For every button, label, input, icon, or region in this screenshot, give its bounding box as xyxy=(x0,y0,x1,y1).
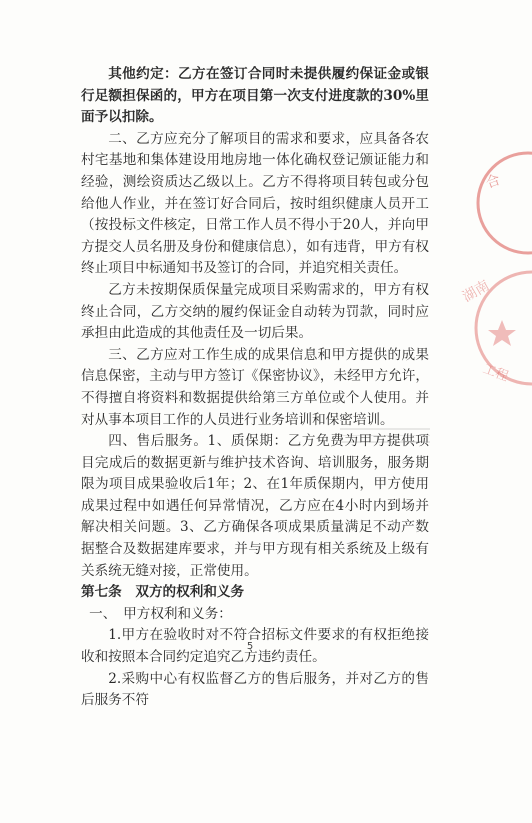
contract-body xyxy=(81,64,429,712)
confidentiality-paragraph: 三、乙方应对工作生成的成果信息和甲方提供的成果信息保密，主动与甲方签订《保密协议》，未经甲方允许，不得擅自将资料和数据提供给第三方单位或个人使用。并对从事本项目工作的人员进行业务培训和保密培训。 xyxy=(81,346,429,428)
seal-stamp-bottom xyxy=(452,268,532,388)
after-sales-paragraph: 四、售后服务。1、质保期：乙方免费为甲方提供项目完成后的数据更新与维护技术咨询、培训服务，服务期限为项目成果验收后1年；2、在1年质保期内，甲方使用成果过程中如遇任何异常情况，乙方应在4小时内到场并解决相关问题。3、乙方确保各项成果质量满足不动产数据整合及数据建库要求，并与甲方现有相关系统及上级有关系统无缝对接，正常使用。 xyxy=(81,433,429,579)
other-agreement-paragraph: 其他约定：乙方在签订合同时未提供履约保证金或银行足额担保函的，甲方在项目第一次支付进度款的30%里面予以扣除。 xyxy=(81,66,429,126)
svg-text:合: 合 xyxy=(483,171,503,192)
party-a-right-2: 2.采购中心有权监督乙方的售后服务，并对乙方的售后服务不符 xyxy=(81,670,429,709)
svg-text:湖南: 湖南 xyxy=(460,277,493,306)
party-a-rights-heading: 一、 甲方权利和义务： xyxy=(89,605,232,622)
party-a-right-1: 1.甲方在验收时对不符合招标文件要求的有权拒绝接收和按照本合同约定追究乙方违约责任。 xyxy=(81,627,429,666)
page-number: 5 xyxy=(246,641,254,652)
seal-stamp-top xyxy=(466,148,526,258)
svg-text:工程: 工程 xyxy=(480,361,511,385)
termination-paragraph: 乙方未按期保质保量完成项目采购需求的，甲方有权终止合同，乙方交纳的履约保证金自动转为罚款，同时应承担由此造成的其他责任及一切后果。 xyxy=(81,281,429,342)
article-seven-heading: 第七条 双方的权利和义务 xyxy=(81,584,245,601)
clause-two-paragraph: 二、乙方应充分了解项目的需求和要求，应具备各农村宅基地和集体建设用地房地一体化确权登记颁证能力和经验，测绘资质达乙级以上。乙方不得将项目转包或分包给他人作业，并在签订好合同后，按时组织健康人员开工（按投标文件核定，日常工作人员不得小于20人，并向甲方提交人员名册及身份和健康信息），如有违背，甲方有权终止项目中标通知书及签订的合同，并追究相关责任。 xyxy=(81,130,429,277)
